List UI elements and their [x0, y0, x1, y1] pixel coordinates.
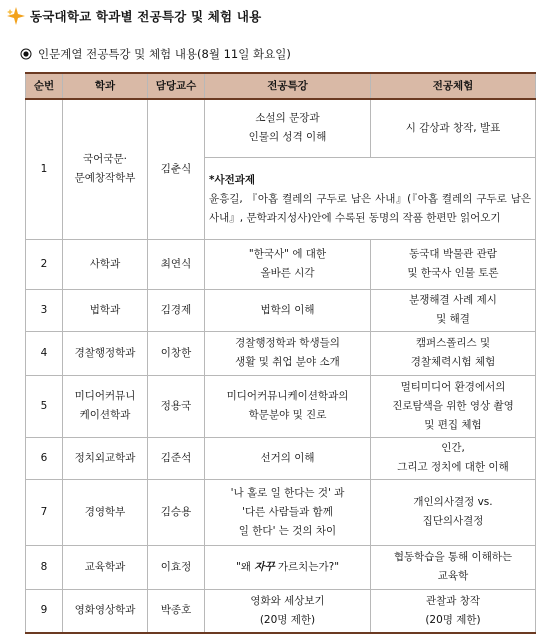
row-lecture: 소설의 문장과 인물의 성격 이해 — [205, 99, 371, 157]
table-row — [26, 331, 536, 375]
row-lecture: 법학의 이해 — [205, 289, 371, 331]
row-no: 1 — [26, 99, 63, 239]
row-prof: 김준석 — [148, 437, 205, 479]
row-experience: 동국대 박물관 관람 및 한국사 인물 토론 — [371, 239, 536, 289]
header-no: 순번 — [26, 73, 63, 99]
row-lecture: 경찰행정학과 학생들의 생활 및 취업 분야 소개 — [205, 331, 371, 375]
row-no: 6 — [26, 437, 63, 479]
circle-bullet-icon — [20, 48, 32, 60]
row-dept: 경찰행정학과 — [63, 331, 148, 375]
row-no: 8 — [26, 545, 63, 589]
row-dept: 국어국문· 문예창작학부 — [63, 99, 148, 239]
header-prof: 담당교수 — [148, 73, 205, 99]
table-row — [26, 239, 536, 289]
row-prof: 이창한 — [148, 331, 205, 375]
row-no: 2 — [26, 239, 63, 289]
row-experience: 협동학습을 통해 이해하는 교육학 — [371, 545, 536, 589]
table-row — [26, 545, 536, 589]
header-lecture: 전공특강 — [205, 73, 371, 99]
row-lecture: 미디어커뮤니케이션학과의 학문분야 및 진로 — [205, 375, 371, 437]
row-lecture: 영화와 세상보기 (20명 제한) — [205, 589, 371, 633]
row-no: 4 — [26, 331, 63, 375]
row-dept: 법학과 — [63, 289, 148, 331]
assignment-title: *사전과제 — [209, 173, 256, 186]
table-row — [26, 437, 536, 479]
row-no: 5 — [26, 375, 63, 437]
row-experience: 캠퍼스폴리스 및 경찰체력시험 체험 — [371, 331, 536, 375]
assignment-text: 윤흥길, 『아홉 켤레의 구두로 남은 사내』(『아홉 켤레의 구두로 남은 사내』, 문학과지성사)안에 수록된 동명의 작품 한편만 읽어오기 — [209, 192, 531, 224]
row-no: 3 — [26, 289, 63, 331]
page-title: 동국대학교 학과별 전공특강 및 체험 내용 — [30, 9, 262, 24]
table-row — [26, 589, 536, 633]
row-dept: 정치외교학과 — [63, 437, 148, 479]
table-row — [26, 375, 536, 437]
row-experience: 분쟁해결 사례 제시 및 해결 — [371, 289, 536, 331]
row-prof: 정용국 — [148, 375, 205, 437]
row-prof: 최연식 — [148, 239, 205, 289]
table-row — [26, 289, 536, 331]
program-table — [25, 72, 536, 634]
row-lecture: "한국사" 에 대한 올바른 시각 — [205, 239, 371, 289]
lecture-post: 가르치는가?" — [274, 560, 340, 573]
sparkle-icon — [6, 6, 26, 26]
header-dept: 학과 — [63, 73, 148, 99]
row-dept: 교육학과 — [63, 545, 148, 589]
row-prof: 박종호 — [148, 589, 205, 633]
table-row — [26, 479, 536, 545]
assignment-cell — [205, 157, 536, 239]
row-no: 9 — [26, 589, 63, 633]
row-no: 7 — [26, 479, 63, 545]
row-prof: 김승용 — [148, 479, 205, 545]
row-dept: 미디어커뮤니 케이션학과 — [63, 375, 148, 437]
row-prof: 김춘식 — [148, 99, 205, 239]
row-dept: 경영학부 — [63, 479, 148, 545]
row-experience: 시 감상과 창작, 발표 — [371, 99, 536, 157]
section-subtitle: 인문계열 전공특강 및 체험 내용(8월 11일 화요일) — [38, 47, 291, 61]
row-dept: 영화영상학과 — [63, 589, 148, 633]
lecture-emphasis: 자꾸 — [254, 560, 275, 573]
row-experience: 관찰과 창작 (20명 제한) — [371, 589, 536, 633]
row-dept: 사학과 — [63, 239, 148, 289]
row-lecture: '나 홀로 일 한다는 것' 과 '다른 사람들과 함께 일 한다' 는 것의 차이 — [205, 479, 371, 545]
header-experience: 전공체험 — [371, 73, 536, 99]
document-title — [6, 4, 261, 28]
row-experience: 인간, 그리고 정치에 대한 이해 — [371, 437, 536, 479]
row-prof: 김경제 — [148, 289, 205, 331]
row-lecture — [205, 545, 371, 589]
row-experience: 개인의사결정 vs. 집단의사결정 — [371, 479, 536, 545]
row-prof: 이효정 — [148, 545, 205, 589]
row-lecture: 선거의 이해 — [205, 437, 371, 479]
row-experience: 멀티미디어 환경에서의 진로탐색을 위한 영상 촬영 및 편집 체험 — [371, 375, 536, 437]
lecture-pre: "왜 — [235, 560, 255, 573]
table-header-row — [26, 73, 536, 99]
section-heading — [20, 46, 291, 62]
table-row — [26, 99, 536, 157]
